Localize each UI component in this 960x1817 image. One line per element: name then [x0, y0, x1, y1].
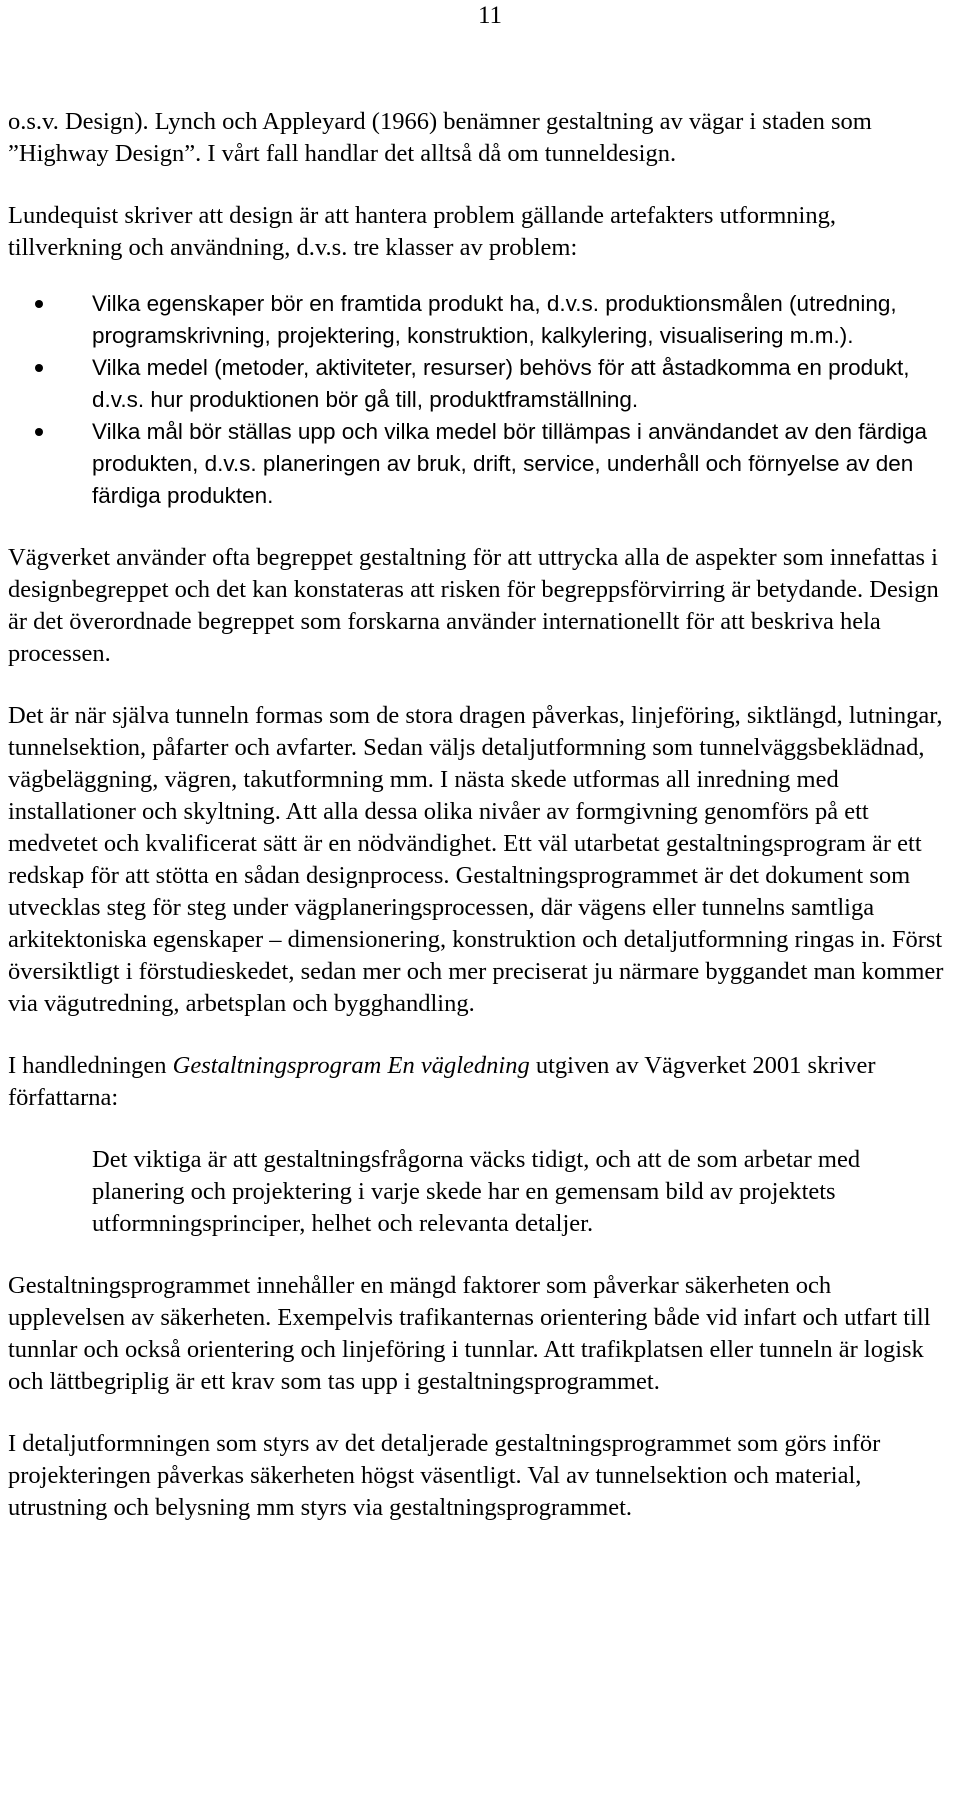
list-item	[8, 352, 953, 416]
vagverket-paragraph: Vägverket använder ofta begreppet gestaltning för att uttrycka alla de aspekter som innefattas i designbegreppet och det kan konstateras att risken för begreppsförvirring är betydande. Design är det överordnade begreppet som forskarna använder internationellt för att beskriva hela processen.	[8, 544, 939, 667]
document-body	[8, 106, 953, 1524]
lundequist-paragraph: Lundequist skriver att design är att hantera problem gällande artefakters utformning, tillverkning och användning, d.v.s. tre klasser av problem:	[8, 202, 836, 261]
handledning-before: I handledningen	[8, 1052, 173, 1079]
handledning-after: utgiven av Vägverket 2001 skriver författarna:	[8, 1052, 876, 1111]
handledning-paragraph	[8, 1050, 953, 1114]
list-item-text: Vilka egenskaper bör en framtida produkt ha, d.v.s. produktionsmålen (utredning, programskrivning, projektering, konstruktion, kalkylering, visualisering m.m.).	[92, 291, 897, 348]
program-paragraph: Gestaltningsprogrammet innehåller en mängd faktorer som påverkar säkerheten och upplevelsen av säkerheten. Exempelvis trafikanternas orientering både vid infart och utfart till tunnlar och också orientering och linjeföring i tunnlar. Att trafikplatsen eller tunneln är logisk och lättbegriplig är ett krav som tas upp i gestaltningsprogrammet.	[8, 1272, 931, 1395]
bullet-icon	[35, 428, 43, 436]
publication-title: Gestaltningsprogram En vägledning	[172, 1052, 530, 1079]
list-item-text: Vilka mål bör ställas upp och vilka medel bör tillämpas i användandet av den färdiga produkten, d.v.s. planeringen av bruk, drift, service, underhåll och förnyelse av den färdiga produkten.	[92, 419, 928, 508]
tunnel-paragraph: Det är när själva tunneln formas som de stora dragen påverkas, linjeföring, siktlängd, lutningar, tunnelsektion, påfarter och avfarter. Sedan väljs detaljutformning som tunnelväggsbeklädnad, vägbeläggning, vägren, takutformning mm. I nästa skede utformas all inredning med installationer och skyltning. Att alla dessa olika nivåer av formgivning genomförs på ett medvetet och kvalificerat sätt är en nödvändighet. Ett väl utarbetat gestaltningsprogram är ett redskap för att stötta en sådan designprocess. Gestaltningsprogrammet är det dokument som utvecklas steg för steg under vägplaneringsprocessen, där vägens eller tunnelns samtliga arkitektoniska egenskaper – dimensionering, konstruktion och detaljutformning ringas in. Först översiktligt i förstudieskedet, sedan mer och mer preciserat ju närmare byggandet man kommer via vägutredning, arbetsplan och bygghandling.	[8, 702, 944, 1017]
bullet-icon	[35, 364, 43, 372]
list-item	[8, 416, 953, 512]
intro-paragraph: o.s.v. Design). Lynch och Appleyard (1966) benämner gestaltning av vägar i staden som ”Highway Design”. I vårt fall handlar det alltså då om tunneldesign.	[8, 108, 872, 167]
quote-block: Det viktiga är att gestaltningsfrågorna väcks tidigt, och att de som arbetar med planering och projektering i varje skede har en gemensam bild av projektets utformningsprinciper, helhet och relevanta detaljer.	[92, 1146, 861, 1237]
page-number: 11	[477, 2, 503, 29]
problem-list	[8, 288, 953, 512]
list-item	[8, 288, 953, 352]
bullet-icon	[35, 300, 43, 308]
list-item-text: Vilka medel (metoder, aktiviteter, resurser) behövs för att åstadkomma en produkt, d.v.s. hur produktionen bör gå till, produktframställning.	[92, 355, 910, 412]
detalj-paragraph: I detaljutformningen som styrs av det detaljerade gestaltningsprogrammet som görs inför projekteringen påverkas säkerheten högst väsentligt. Val av tunnelsektion och material, utrustning och belysning mm styrs via gestaltningsprogrammet.	[8, 1430, 881, 1521]
